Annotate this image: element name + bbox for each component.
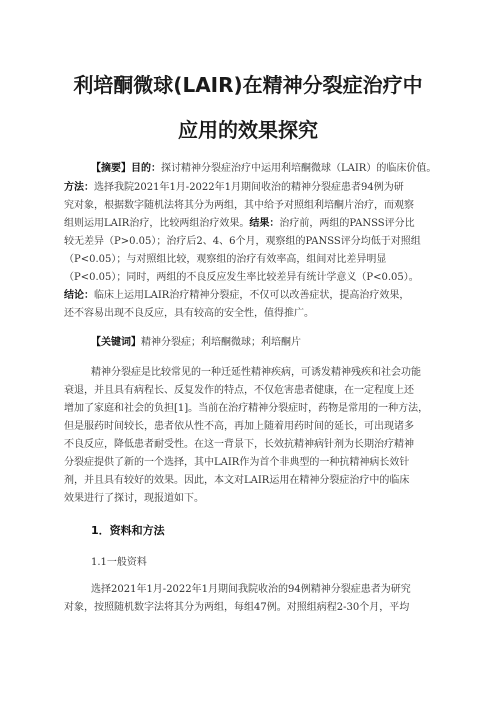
abstract-line: 还不容易出现不良反应，具有较高的安全性，值得推广。 bbox=[64, 308, 314, 319]
abstract-line: 究对象，根据数字随机法将其分为两组，其中给予对照组利培酮片治疗，而观察 bbox=[64, 200, 414, 211]
body-line: 剂，并且具有较好的效果。因此，本文对LAIR运用在精神分裂症治疗中的临床 bbox=[64, 475, 410, 486]
abstract-line bbox=[64, 181, 404, 195]
conclusion-label: 结论： bbox=[64, 290, 94, 301]
paper-title-line-1: 利培酮微球(LAIR)在精神分裂症治疗中 bbox=[73, 73, 423, 97]
abstract-label: 【摘要】目的： bbox=[91, 163, 161, 174]
method-label: 方法： bbox=[64, 182, 94, 193]
abstract-line bbox=[64, 289, 409, 303]
body-line: 但是服药时间较长，患者依从性不高，再加上随着用药时间的延长，可出现诸多 bbox=[64, 421, 414, 432]
keywords-label: 【关键词】 bbox=[91, 337, 141, 348]
result-label: 结果： bbox=[249, 218, 280, 229]
body-line: 增加了家庭和社会的负担[1]。当前在治疗精神分裂症时，药物是常用的一种方法， bbox=[64, 403, 429, 414]
keywords-text: 精神分裂症；利培酮微球；利培酮片 bbox=[141, 337, 301, 348]
subsection-heading: 1.1一般资料 bbox=[91, 557, 147, 568]
abstract-text: 治疗前，两组的PANSS评分比 bbox=[279, 218, 415, 229]
body-line: 选择2021年1月-2022年1月期间我院收治的94例精神分裂症患者为研究 bbox=[91, 584, 411, 595]
body-line: 分裂症提供了新的一个选择，其中LAIR作为首个非典型的一种抗精神病长效针 bbox=[64, 457, 410, 468]
abstract-text: 临床上运用LAIR治疗精神分裂症，不仅可以改善症状，提高治疗效果， bbox=[94, 290, 410, 301]
section-heading: 1．资料和方法 bbox=[91, 524, 165, 537]
abstract-line: （P<0.05）；同时，两组的不良反应发生率比较差异有统计学意义（P<0.05）。 bbox=[64, 272, 419, 283]
body-line: 效果进行了探讨，现报道如下。 bbox=[64, 493, 204, 504]
body-line: 精神分裂症是比较常见的一种迁延性精神疾病，可诱发精神残疾和社会功能 bbox=[91, 367, 421, 378]
abstract-text: 探讨精神分裂症治疗中运用利培酮微球（LAIR）的临床价值。 bbox=[161, 163, 437, 174]
abstract-text: 选择我院2021年1月-2022年1月期间收治的精神分裂症患者94例为研 bbox=[94, 182, 404, 193]
paper-title-line-2: 应用的效果探究 bbox=[178, 118, 318, 142]
body-line: 衰退，并且具有病程长、反复发作的特点，不仅危害患者健康，在一定程度上还 bbox=[64, 385, 414, 396]
abstract-line: 较无差异（P>0.05）；治疗后2、4、6个月，观察组的PANSS评分均低于对照组 bbox=[64, 236, 421, 247]
abstract-line bbox=[91, 162, 436, 176]
abstract-line: （P<0.05）；与对照组比较，观察组的治疗有效率高，组间对比差异明显 bbox=[64, 254, 387, 265]
keywords-line bbox=[91, 336, 301, 350]
abstract-line bbox=[64, 217, 415, 231]
body-line: 对象，按照随机数字法将其分为两组，每组47例。对照组病程2-30个月，平均 bbox=[64, 602, 410, 613]
abstract-text: 组则运用LAIR治疗，比较两组治疗效果。 bbox=[64, 218, 250, 229]
body-line: 不良反应，降低患者耐受性。在这一背景下，长效抗精神病针剂为长期治疗精神 bbox=[64, 439, 414, 450]
